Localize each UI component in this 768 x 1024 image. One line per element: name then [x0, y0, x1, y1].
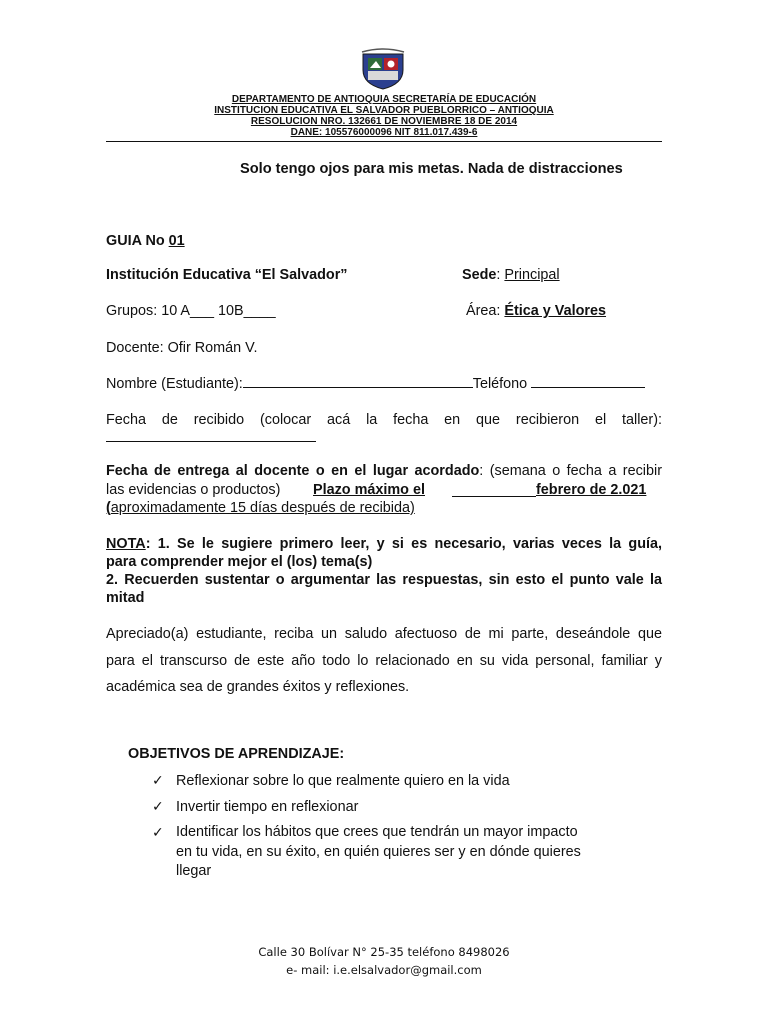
fecha-recibido-line: Fecha de recibido (colocar acá la fecha en que recibieron el taller): [106, 412, 662, 428]
nota-line4: mitad [106, 590, 145, 606]
institution-line [106, 266, 348, 284]
institution-label: Institución Educativa [106, 267, 251, 283]
objetivo-item-1: Reflexionar sobre lo que realmente quiero en la vida [176, 773, 510, 789]
header-line-institution: INSTITUCION EDUCATIVA EL SALVADOR PUEBLORRICO – ANTIOQUIA [214, 105, 554, 116]
nombre-line [106, 374, 645, 393]
nota-text1: : 1. Se le sugiere primero leer, y si es necesario, varias veces la guía, [145, 536, 662, 552]
objetivo-item-3-line3: llegar [176, 863, 212, 879]
objetivos-title: OBJETIVOS DE APRENDIZAJE: [128, 746, 345, 762]
fecha-recibido-blank[interactable] [106, 441, 316, 442]
nombre-label: Nombre (Estudiante): [106, 376, 243, 392]
area-value: Ética y Valores [504, 303, 607, 319]
docente-line: Docente: Ofir Román V. [106, 340, 258, 356]
institution-name: “El Salvador” [250, 267, 348, 283]
school-crest-logo [360, 48, 406, 90]
plazo-date: febrero de 2.021 [536, 482, 647, 498]
telefono-blank[interactable] [531, 374, 645, 388]
fecha-entrega-line1 [106, 462, 662, 480]
plazo-maximo: Plazo máximo el [313, 482, 425, 498]
fecha-entrega-evidencias: las evidencias o productos) [106, 482, 281, 498]
header-line-department: DEPARTAMENTO DE ANTIOQUIA SECRETARÍA DE EDUCACIÓN [231, 94, 537, 105]
nota-label: NOTA [106, 536, 146, 552]
objetivo-item-3-line1: Identificar los hábitos que crees que tendrán un mayor impacto [176, 824, 578, 840]
saludo-line1: Apreciado(a) estudiante, reciba un saludo afectuoso de mi parte, deseándole que [106, 626, 662, 642]
check-icon: ✓ [152, 798, 164, 814]
sede-line: Sede: Principal [462, 267, 560, 283]
fecha-entrega-line2 [106, 481, 280, 499]
header-divider [106, 141, 662, 142]
nota-line3: 2. Recuerden sustentar o argumentar las respuestas, sin esto el punto vale la [106, 572, 662, 588]
fecha-entrega-line3 [106, 499, 415, 517]
area-line [466, 302, 606, 320]
motto: Solo tengo ojos para mis metas. Nada de distracciones [240, 161, 623, 177]
telefono-label: Teléfono [472, 376, 532, 392]
area-label: Área: [466, 303, 505, 319]
objetivo-item-2: Invertir tiempo en reflexionar [176, 799, 359, 815]
header-line-resolution: RESOLUCION NRO. 132661 DE NOVIEMBRE 18 DE 2014 [250, 116, 518, 127]
objetivo-item-3-line2: en tu vida, en su éxito, en quién quieres ser y en dónde quieres [176, 844, 581, 860]
grupos-line: Grupos: 10 A___ 10B____ [106, 303, 276, 319]
header-line-dane: DANE: 105576000096 NIT 811.017.439-6 [290, 127, 478, 138]
guia-number [106, 232, 185, 250]
sede-value: Principal [504, 267, 560, 283]
aproximadamente: aproximadamente 15 días después de recibida) [110, 500, 415, 516]
paren-open: ( [106, 500, 111, 516]
check-icon: ✓ [152, 772, 164, 788]
fecha-entrega-rest: : (semana o fecha a recibir [479, 463, 662, 479]
nota-line2: para comprender mejor el (los) tema(s) [106, 554, 373, 570]
nota-line1 [106, 535, 662, 553]
sede-label: Sede [462, 267, 497, 283]
saludo-line2: para el transcurso de este año todo lo relacionado en su vida personal, familiar y [106, 653, 662, 669]
footer-email: e- mail: i.e.elsalvador@gmail.com [286, 963, 482, 977]
guia-label: GUIA No [106, 233, 169, 249]
guia-number-value: 01 [168, 233, 185, 249]
fecha-entrega-label: Fecha de entrega al docente o en el lugar acordado [106, 463, 480, 479]
footer-address: Calle 30 Bolívar N° 25-35 teléfono 8498026 [258, 945, 510, 959]
saludo-line3: académica sea de grandes éxitos y reflexiones. [106, 679, 410, 695]
nombre-blank[interactable] [243, 374, 473, 388]
check-icon: ✓ [152, 824, 164, 840]
plazo-blank[interactable] [452, 496, 536, 497]
